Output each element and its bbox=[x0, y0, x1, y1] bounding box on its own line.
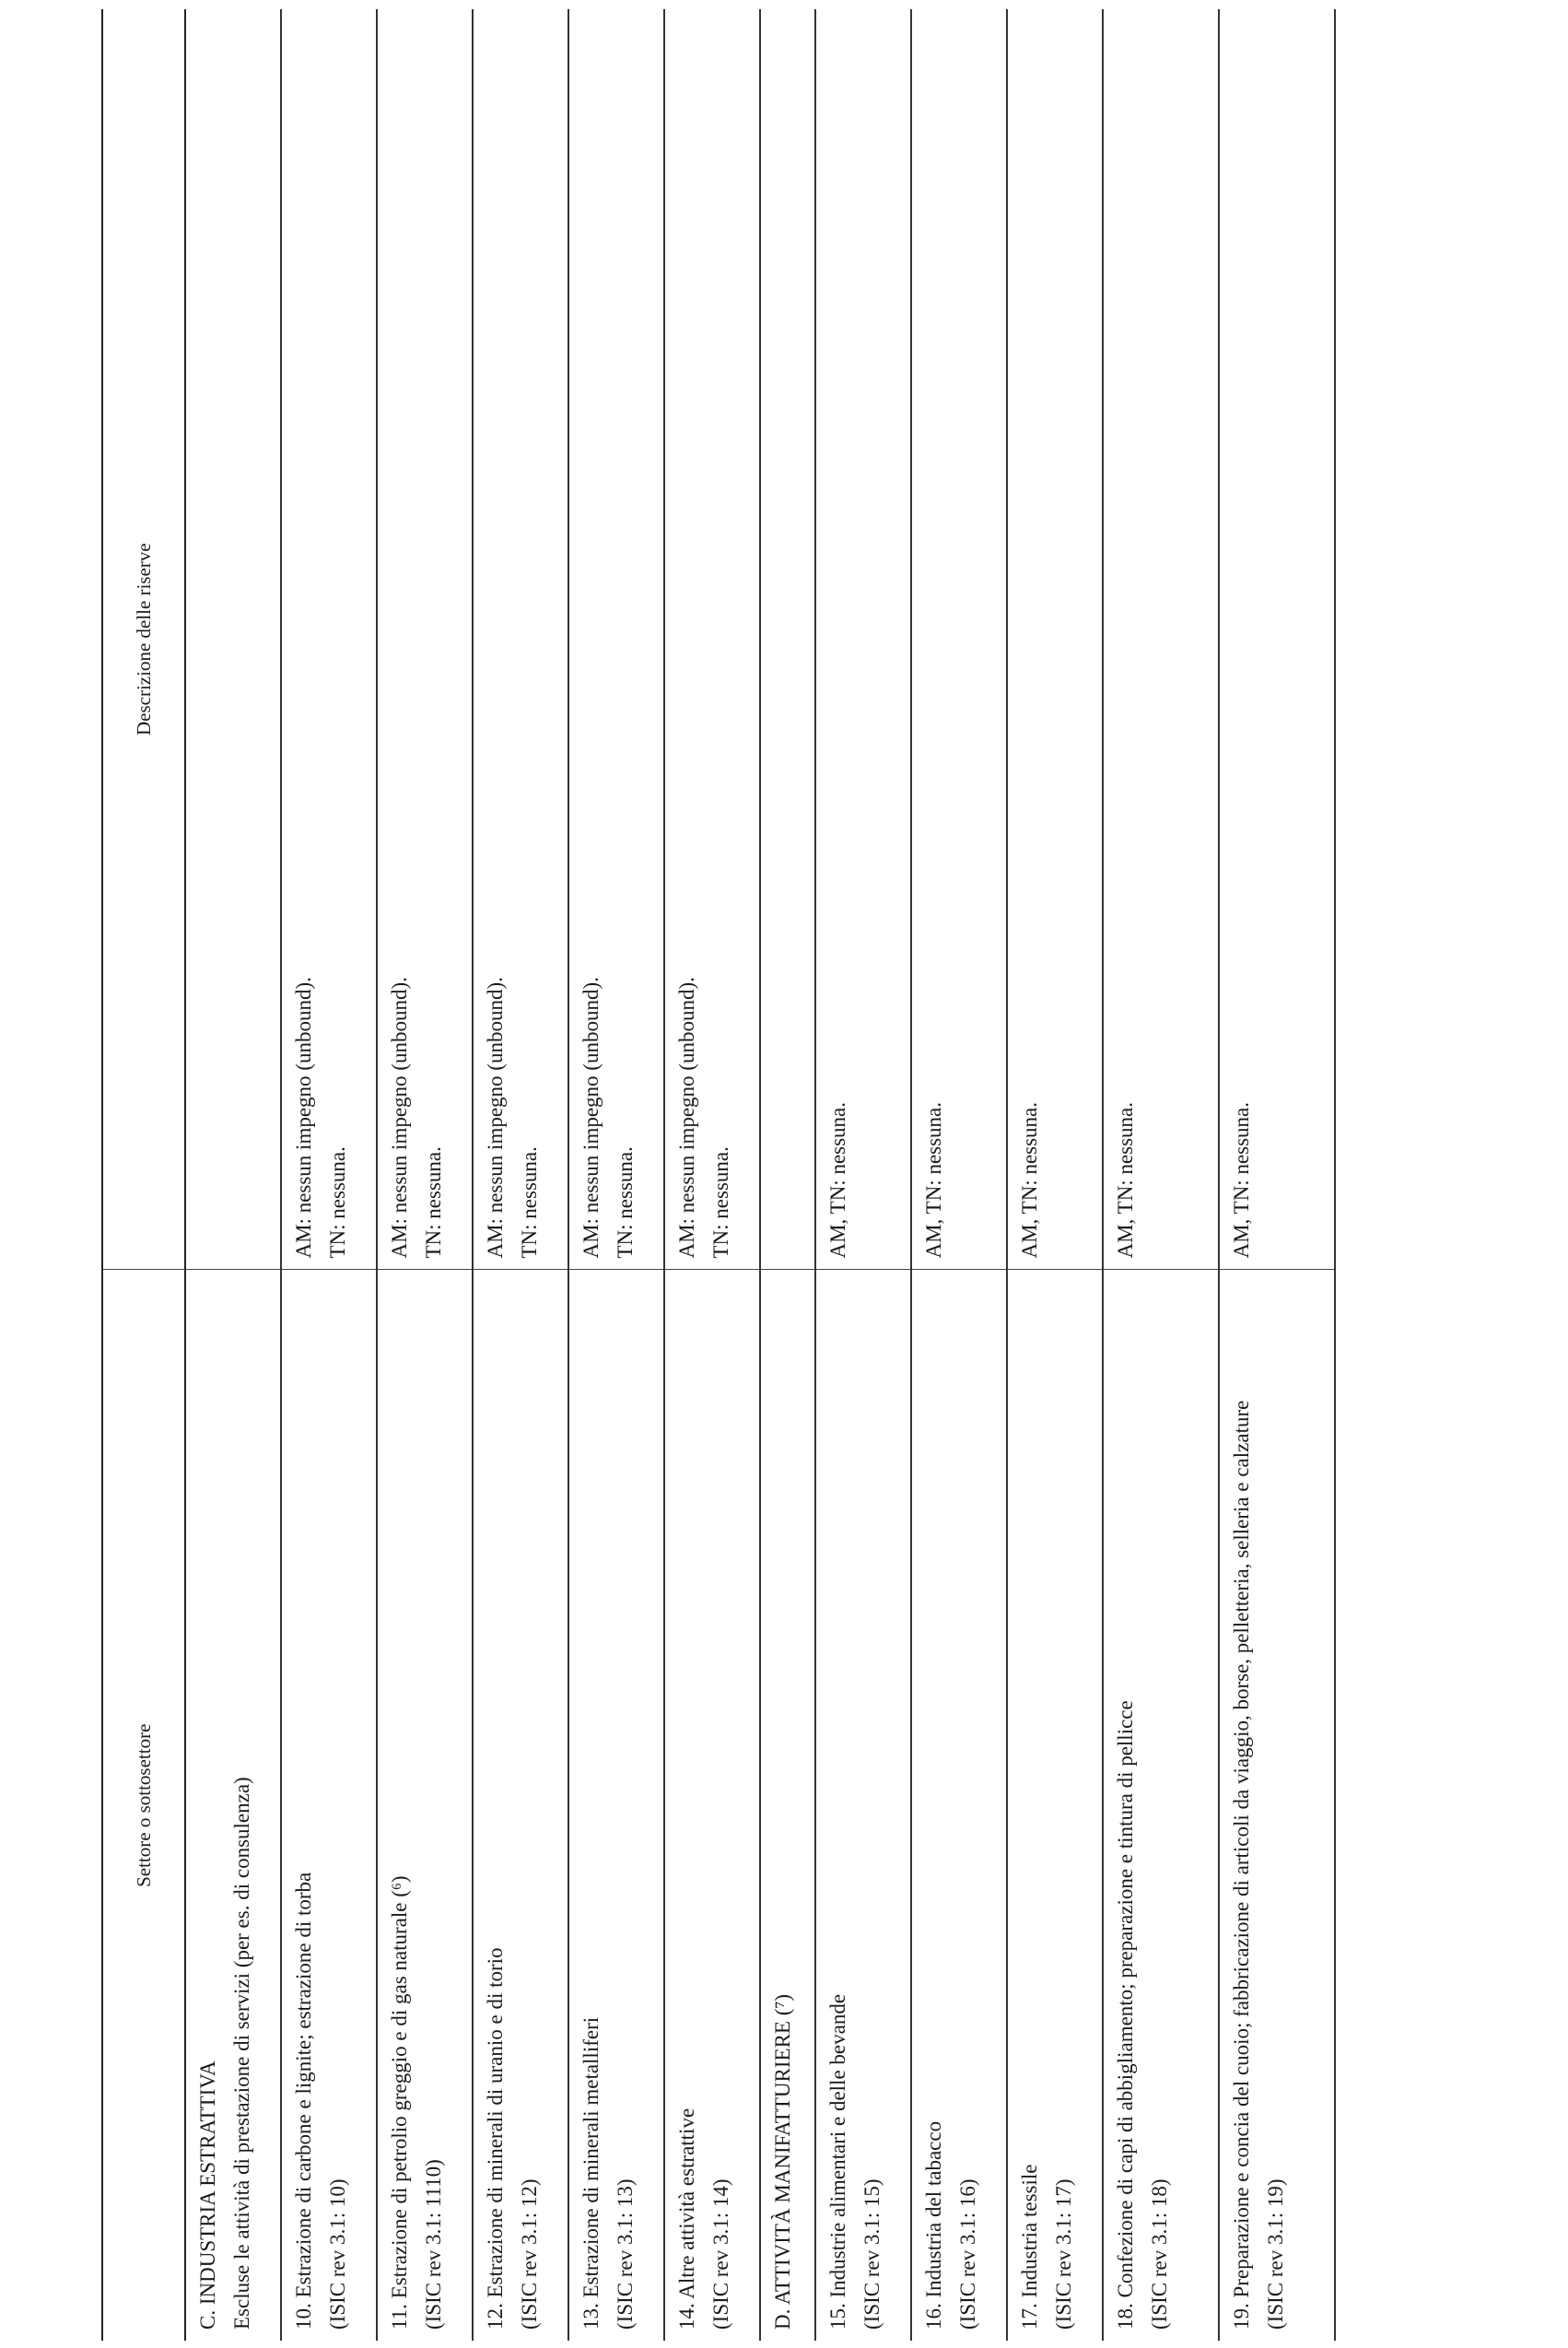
table-row bbox=[815, 9, 911, 2341]
sector-detail: (ISIC rev 3.1: 1110) bbox=[421, 2159, 445, 2330]
sector-title: 16. Industria del tabacco bbox=[922, 2120, 945, 2330]
sector-detail: (ISIC rev 3.1: 13) bbox=[613, 2178, 637, 2330]
table-row bbox=[1103, 9, 1219, 2341]
table-row bbox=[281, 9, 377, 2341]
sector-title: 11. Estrazione di petrolio greggio e di gas naturale (⁶) bbox=[388, 1875, 411, 2330]
sector-title: 18. Confezione di capi di abbigliamento; preparazione e tintura di pellicce bbox=[1114, 1700, 1137, 2330]
sector-detail: (ISIC rev 3.1: 19) bbox=[1263, 2178, 1287, 2330]
sector-cell bbox=[1103, 1270, 1219, 2341]
reservation-text: TN: nessuna. bbox=[325, 1146, 349, 1259]
header-reservations: Descrizione delle riserve bbox=[102, 9, 185, 1270]
reservations-cell bbox=[815, 9, 911, 1270]
reservation-text: AM: nessun impegno (unbound). bbox=[675, 977, 698, 1259]
sector-cell bbox=[760, 1270, 815, 2341]
reservation-text: AM: nessun impegno (unbound). bbox=[388, 977, 411, 1259]
sector-detail: (ISIC rev 3.1: 17) bbox=[1051, 2178, 1075, 2330]
sector-detail: (ISIC rev 3.1: 15) bbox=[860, 2178, 883, 2330]
table-row bbox=[1219, 9, 1335, 2341]
sector-cell bbox=[568, 1270, 664, 2341]
section-row bbox=[185, 9, 281, 2341]
reservations-cell bbox=[281, 9, 377, 1270]
sector-detail: (ISIC rev 3.1: 12) bbox=[517, 2178, 541, 2330]
reservations-table bbox=[101, 9, 1336, 2341]
reservation-text: TN: nessuna. bbox=[708, 1146, 732, 1259]
reservation-text: TN: nessuna. bbox=[421, 1146, 445, 1259]
sector-detail: (ISIC rev 3.1: 18) bbox=[1147, 2178, 1171, 2330]
reservation-text: AM: nessun impegno (unbound). bbox=[579, 977, 603, 1259]
reservations-cell bbox=[473, 9, 568, 1270]
sector-detail: Escluse le attività di prestazione di servizi (per es. di consulenza) bbox=[229, 1777, 253, 2330]
table-row bbox=[377, 9, 473, 2341]
reservations-cell bbox=[1103, 9, 1219, 1270]
reservations-table-wrapper bbox=[101, 9, 1400, 2341]
table-row bbox=[1007, 9, 1103, 2341]
table-header-row bbox=[102, 9, 185, 2341]
sector-title: 19. Preparazione e concia del cuoio; fabbricazione di articoli da viaggio, borse, pelletteria, selleria e calzature bbox=[1230, 1400, 1253, 2330]
reservations-cell bbox=[1007, 9, 1103, 1270]
reservations-cell bbox=[911, 9, 1007, 1270]
table-body bbox=[185, 9, 1335, 2341]
sector-cell bbox=[281, 1270, 377, 2341]
sector-title: 10. Estrazione di carbone e lignite; estrazione di torba bbox=[292, 1872, 315, 2330]
sector-cell bbox=[185, 1270, 281, 2341]
sector-title: 13. Estrazione di minerali metalliferi bbox=[579, 2016, 603, 2330]
sector-title: D. ATTIVITÀ MANIFATTURIERE (⁷) bbox=[771, 1993, 794, 2330]
reservation-text: AM, TN: nessuna. bbox=[1114, 1101, 1137, 1259]
sector-cell bbox=[911, 1270, 1007, 2341]
sector-title: 14. Altre attività estrattive bbox=[675, 2107, 698, 2330]
sector-cell bbox=[664, 1270, 760, 2341]
reservations-cell bbox=[185, 9, 281, 1270]
reservation-text: AM: nessun impegno (unbound). bbox=[484, 977, 507, 1259]
header-sector: Settore o sottosettore bbox=[102, 1270, 185, 2341]
sector-title: C. INDUSTRIA ESTRATTIVA bbox=[196, 2060, 219, 2330]
sector-detail: (ISIC rev 3.1: 10) bbox=[325, 2178, 349, 2330]
sector-detail: (ISIC rev 3.1: 16) bbox=[955, 2178, 979, 2330]
reservation-text: TN: nessuna. bbox=[517, 1146, 541, 1259]
reservation-text: TN: nessuna. bbox=[613, 1146, 637, 1259]
reservations-cell bbox=[1219, 9, 1335, 1270]
sector-cell bbox=[473, 1270, 568, 2341]
sector-title: 17. Industria tessile bbox=[1018, 2164, 1041, 2330]
sector-cell bbox=[1007, 1270, 1103, 2341]
table-row bbox=[568, 9, 664, 2341]
reservations-cell bbox=[377, 9, 473, 1270]
reservation-text: AM, TN: nessuna. bbox=[1230, 1101, 1253, 1259]
sector-cell bbox=[1219, 1270, 1335, 2341]
sector-title: 12. Estrazione di minerali di uranio e di torio bbox=[484, 1947, 507, 2330]
reservation-text: AM, TN: nessuna. bbox=[826, 1101, 849, 1259]
reservations-cell bbox=[664, 9, 760, 1270]
sector-title: 15. Industrie alimentari e delle bevande bbox=[826, 1993, 849, 2330]
table-row bbox=[664, 9, 760, 2341]
reservation-text: AM, TN: nessuna. bbox=[922, 1101, 945, 1259]
reservation-text: AM: nessun impegno (unbound). bbox=[292, 977, 315, 1259]
reservations-cell bbox=[760, 9, 815, 1270]
sector-detail: (ISIC rev 3.1: 14) bbox=[708, 2178, 732, 2330]
reservations-cell bbox=[568, 9, 664, 1270]
table-row bbox=[911, 9, 1007, 2341]
reservation-text: AM, TN: nessuna. bbox=[1018, 1101, 1041, 1259]
sector-cell bbox=[815, 1270, 911, 2341]
section-row bbox=[760, 9, 815, 2341]
sector-cell bbox=[377, 1270, 473, 2341]
table-row bbox=[473, 9, 568, 2341]
